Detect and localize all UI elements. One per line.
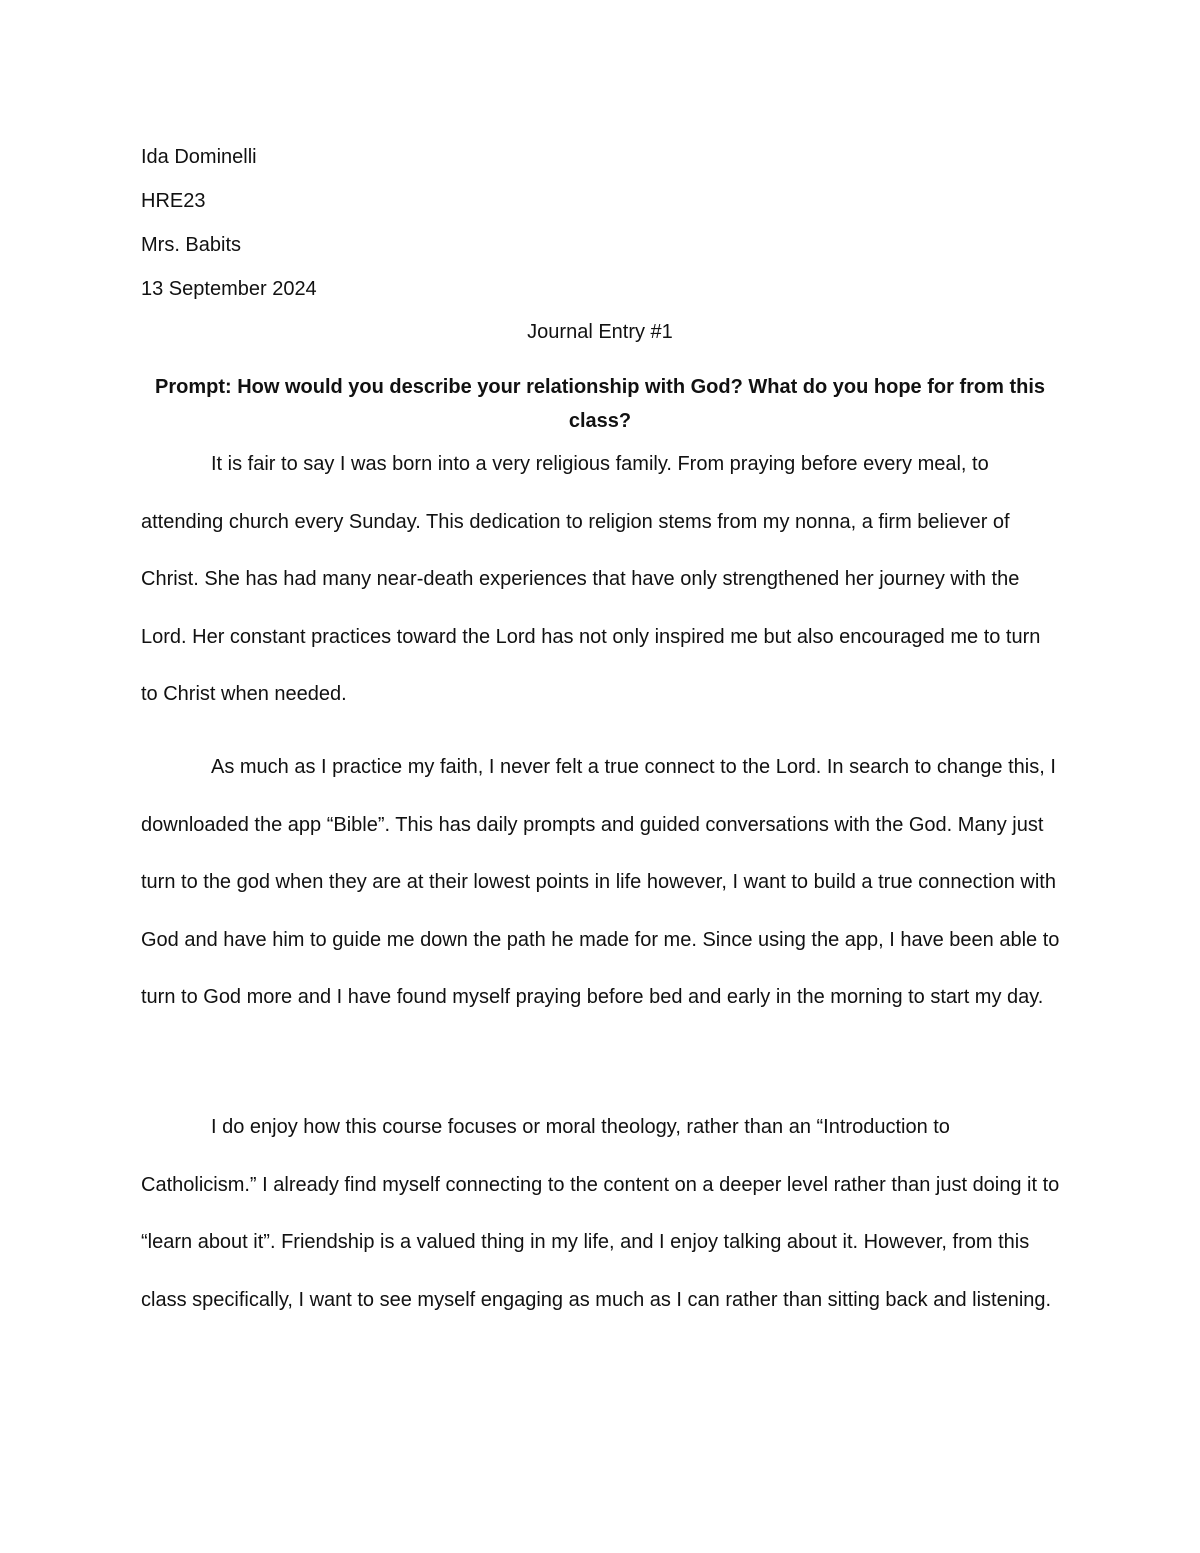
teacher-name: Mrs. Babits (141, 234, 242, 256)
course-code: HRE23 (141, 190, 206, 212)
paragraph-2: As much as I practice my faith, I never felt a true connect to the Lord. In search to change this, I downloaded the app “Bible”. This has daily prompts and guided conversations with the God. Many just turn to the god when they are at their lowest points in life however, I want to build a true connection with God and have him to guide me down the path he made for me. Since using the app, I have been able to turn to God more and I have found myself praying before bed and early in the morning to start my day. (141, 756, 1060, 1008)
journal-title: Journal Entry #1 (527, 321, 673, 343)
student-name: Ida Dominelli (141, 146, 257, 168)
paragraph-1: It is fair to say I was born into a very religious family. From praying before every meal, to attending church every Sunday. This dedication to religion stems from my nonna, a firm believer of Christ. She has had many near-death experiences that have only strengthened her journey with the Lord. Her constant practices toward the Lord has not only inspired me but also encouraged me to turn to Christ when needed. (141, 453, 1041, 705)
journal-prompt: Prompt: How would you describe your relationship with God? What do you hope for from this class? (155, 376, 1045, 432)
document-date: 13 September 2024 (141, 278, 317, 300)
paragraph-3: I do enjoy how this course focuses or moral theology, rather than an “Introduction to Catholicism.” I already find myself connecting to the content on a deeper level rather than just doing it to “learn about it”. Friendship is a valued thing in my life, and I enjoy talking about it. However, from this class specifically, I want to see myself engaging as much as I can rather than sitting back and listening. (141, 1116, 1060, 1311)
